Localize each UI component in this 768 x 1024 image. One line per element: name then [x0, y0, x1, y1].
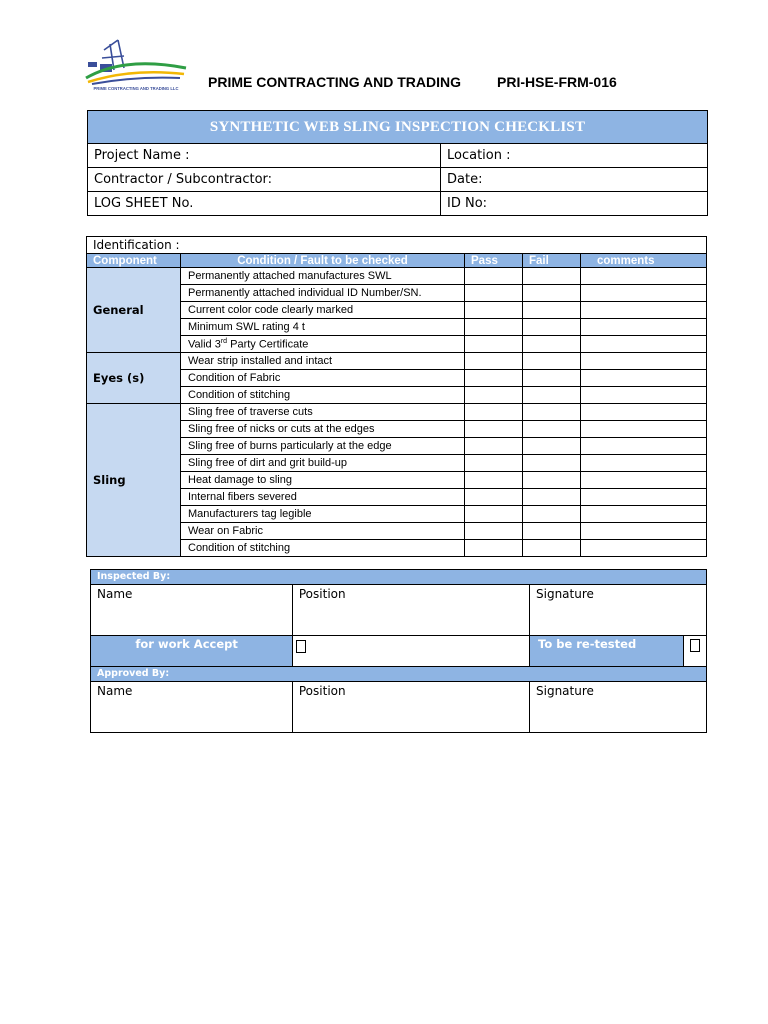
info-table: [87, 110, 708, 216]
condition-item: Current color code clearly marked: [181, 302, 465, 319]
approver-signature-field[interactable]: Signature: [530, 682, 707, 733]
pass-cell[interactable]: [465, 353, 523, 370]
inspector-name-field[interactable]: Name: [91, 585, 293, 636]
condition-item: Sling free of nicks or cuts at the edges: [181, 421, 465, 438]
pass-cell[interactable]: [465, 489, 523, 506]
comments-cell[interactable]: [581, 506, 707, 523]
table-row: [87, 404, 707, 421]
retest-checkbox[interactable]: [690, 639, 700, 652]
pass-cell[interactable]: [465, 421, 523, 438]
condition-item: Sling free of burns particularly at the edge: [181, 438, 465, 455]
inspector-signature-field[interactable]: Signature: [530, 585, 707, 636]
pass-cell[interactable]: [465, 268, 523, 285]
comments-cell[interactable]: [581, 387, 707, 404]
condition-item-certificate: [181, 336, 465, 353]
retest-cell: [530, 636, 707, 667]
condition-item: Sling free of traverse cuts: [181, 404, 465, 421]
comments-cell[interactable]: [581, 370, 707, 387]
table-row: [87, 268, 707, 285]
accept-label: for work Accept: [91, 636, 293, 667]
retest-label: To be re-tested: [530, 636, 684, 666]
condition-item: Heat damage to sling: [181, 472, 465, 489]
condition-item: Wear strip installed and intact: [181, 353, 465, 370]
fail-cell[interactable]: [523, 353, 581, 370]
accept-checkbox-cell[interactable]: [292, 636, 529, 667]
comments-cell[interactable]: [581, 319, 707, 336]
component-general: General: [87, 268, 181, 353]
fail-cell[interactable]: [523, 421, 581, 438]
condition-item: Permanently attached individual ID Number/SN.: [181, 285, 465, 302]
component-header: Component: [87, 254, 181, 268]
date-field[interactable]: Date:: [441, 168, 708, 192]
comments-cell[interactable]: [581, 336, 707, 353]
certificate-sup: rd: [220, 337, 228, 345]
approver-name-field[interactable]: Name: [91, 682, 293, 733]
pass-cell[interactable]: [465, 404, 523, 421]
comments-cell[interactable]: [581, 472, 707, 489]
condition-item: Minimum SWL rating 4 t: [181, 319, 465, 336]
log-sheet-field[interactable]: LOG SHEET No.: [88, 192, 441, 216]
inspection-table: [90, 569, 707, 733]
accept-checkbox[interactable]: [296, 640, 306, 653]
condition-header: Condition / Fault to be checked: [181, 254, 465, 268]
inspector-position-field[interactable]: Position: [292, 585, 529, 636]
checklist-table: [86, 236, 707, 557]
comments-cell[interactable]: [581, 489, 707, 506]
condition-item: Wear on Fabric: [181, 523, 465, 540]
project-name-field[interactable]: Project Name :: [88, 144, 441, 168]
pass-cell[interactable]: [465, 472, 523, 489]
fail-cell[interactable]: [523, 285, 581, 302]
fail-header: Fail: [523, 254, 581, 268]
contractor-field[interactable]: Contractor / Subcontractor:: [88, 168, 441, 192]
comments-cell[interactable]: [581, 353, 707, 370]
fail-cell[interactable]: [523, 387, 581, 404]
fail-cell[interactable]: [523, 336, 581, 353]
fail-cell[interactable]: [523, 370, 581, 387]
pass-header: Pass: [465, 254, 523, 268]
pass-cell[interactable]: [465, 438, 523, 455]
company-name: PRIME CONTRACTING AND TRADING: [208, 74, 462, 90]
comments-cell[interactable]: [581, 540, 707, 557]
comments-cell[interactable]: [581, 438, 707, 455]
fail-cell[interactable]: [523, 319, 581, 336]
approver-position-field[interactable]: Position: [292, 682, 529, 733]
component-sling: Sling: [87, 404, 181, 557]
certificate-prefix: Valid 3: [188, 338, 221, 351]
pass-cell[interactable]: [465, 455, 523, 472]
comments-cell[interactable]: [581, 268, 707, 285]
condition-item: Permanently attached manufactures SWL: [181, 268, 465, 285]
pass-cell[interactable]: [465, 319, 523, 336]
comments-cell[interactable]: [581, 302, 707, 319]
comments-header: comments: [581, 254, 707, 268]
pass-cell[interactable]: [465, 387, 523, 404]
form-code: PRI-HSE-FRM-016: [497, 74, 617, 90]
fail-cell[interactable]: [523, 506, 581, 523]
svg-text:PRIME CONTRACTING AND TRADING: PRIME CONTRACTING AND TRADING LLC: [93, 86, 179, 91]
pass-cell[interactable]: [465, 336, 523, 353]
approved-by-label: Approved By:: [91, 667, 707, 682]
fail-cell[interactable]: [523, 455, 581, 472]
comments-cell[interactable]: [581, 455, 707, 472]
location-field[interactable]: Location :: [441, 144, 708, 168]
condition-item: Condition of stitching: [181, 540, 465, 557]
pass-cell[interactable]: [465, 370, 523, 387]
fail-cell[interactable]: [523, 540, 581, 557]
pass-cell[interactable]: [465, 523, 523, 540]
comments-cell[interactable]: [581, 421, 707, 438]
form-title: SYNTHETIC WEB SLING INSPECTION CHECKLIST: [88, 111, 708, 144]
pass-cell[interactable]: [465, 302, 523, 319]
certificate-suffix: Party Certificate: [227, 338, 309, 351]
pass-cell[interactable]: [465, 285, 523, 302]
fail-cell[interactable]: [523, 472, 581, 489]
inspected-by-label: Inspected By:: [91, 570, 707, 585]
pass-cell[interactable]: [465, 540, 523, 557]
condition-item: Condition of Fabric: [181, 370, 465, 387]
fail-cell[interactable]: [523, 302, 581, 319]
company-logo: [84, 36, 188, 92]
fail-cell[interactable]: [523, 523, 581, 540]
condition-item: Sling free of dirt and grit build-up: [181, 455, 465, 472]
table-row: [87, 353, 707, 370]
pass-cell[interactable]: [465, 506, 523, 523]
comments-cell[interactable]: [581, 523, 707, 540]
fail-cell[interactable]: [523, 438, 581, 455]
condition-item: Internal fibers severed: [181, 489, 465, 506]
condition-item: Condition of stitching: [181, 387, 465, 404]
comments-cell[interactable]: [581, 404, 707, 421]
condition-item: Manufacturers tag legible: [181, 506, 465, 523]
fail-cell[interactable]: [523, 404, 581, 421]
identification-field[interactable]: Identification :: [87, 237, 707, 254]
fail-cell[interactable]: [523, 489, 581, 506]
id-no-field[interactable]: ID No:: [441, 192, 708, 216]
retest-checkbox-cell[interactable]: [684, 636, 706, 666]
comments-cell[interactable]: [581, 285, 707, 302]
fail-cell[interactable]: [523, 268, 581, 285]
component-eyes: Eyes (s): [87, 353, 181, 404]
